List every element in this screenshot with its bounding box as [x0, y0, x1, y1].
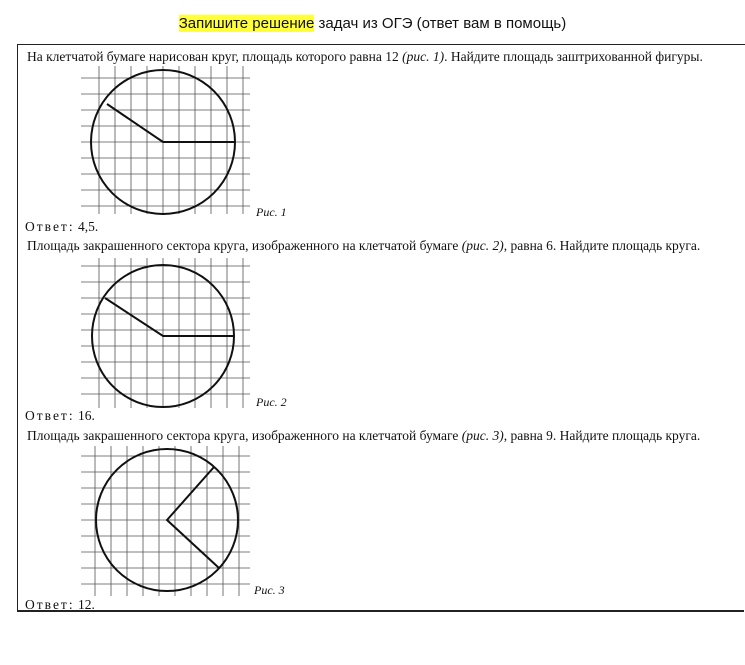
heading-text: задач из ОГЭ (ответ вам в помощь) — [314, 15, 567, 32]
problem-3-answer: Ответ: 12. — [25, 597, 95, 612]
problem-1-statement: На клетчатой бумаге нарисован круг, площадь которого равна 12 (рис. 1). Найдите площадь заштрихованной фигуры. — [27, 49, 703, 64]
problem-2-statement: Площадь закрашенного сектора круга, изображенного на клетчатой бумаге (рис. 2), равна 6. Найдите площадь круга. — [27, 238, 701, 253]
figure-2-caption: Рис. 2 — [256, 395, 287, 409]
grid-lines — [81, 446, 250, 596]
problem-1-answer: Ответ: 4,5. — [25, 219, 99, 234]
figure-1-caption: Рис. 1 — [256, 205, 287, 219]
problem-2-answer: Ответ: 16. — [25, 408, 95, 423]
figure-2 — [78, 258, 300, 410]
figure-3-caption: Рис. 3 — [254, 583, 285, 597]
page-heading — [0, 15, 745, 32]
grid-lines — [81, 258, 250, 408]
worksheet-bottom-rule — [17, 610, 744, 612]
problem-3-statement: Площадь закрашенного сектора круга, изображенного на клетчатой бумаге (рис. 3), равна 9. Найдите площадь круга. — [27, 428, 701, 443]
heading-highlight: Запишите решение — [178, 15, 315, 32]
figure-3 — [78, 446, 300, 602]
figure-1 — [78, 64, 300, 224]
grid-lines — [81, 66, 250, 214]
